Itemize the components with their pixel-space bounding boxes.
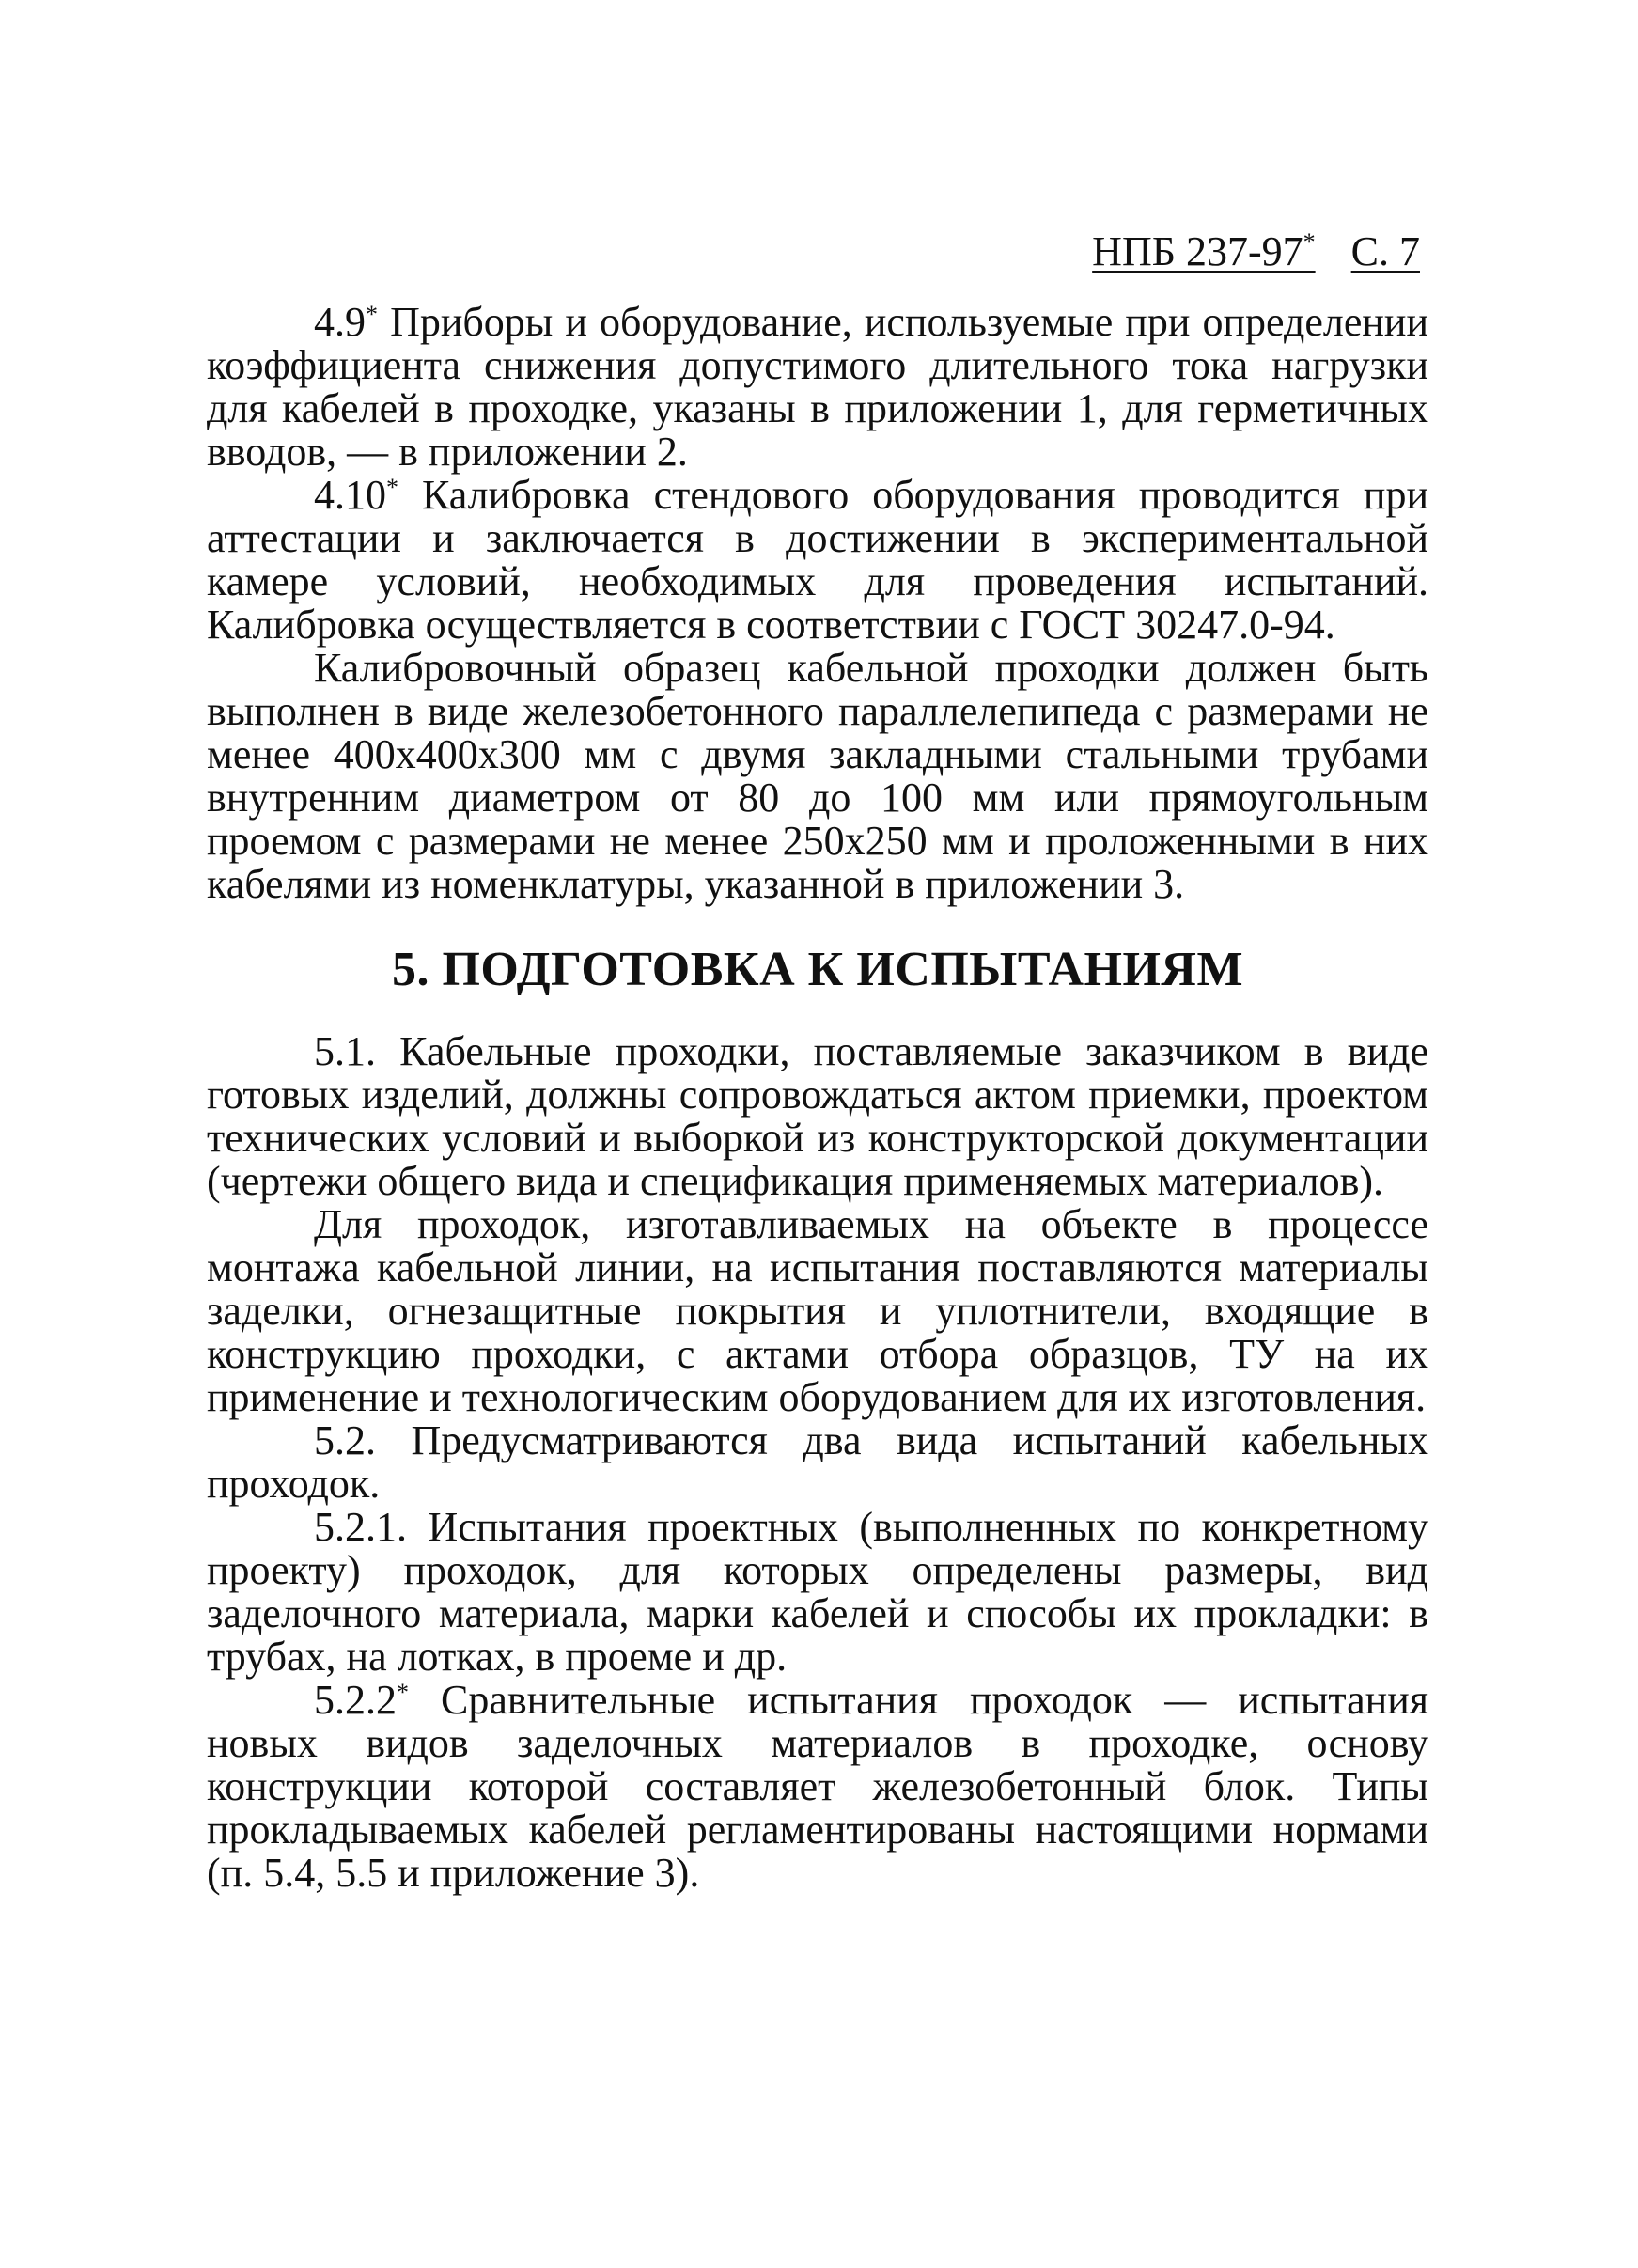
clause-number: 5.2.2 [314,1677,397,1723]
document-code-mark: * [1303,228,1316,256]
paragraph-text: Приборы и оборудование, используемые при определении коэффициента снижения допустимого длительного тока нагрузки для кабелей в проходке, указаны в приложении 1, для герметичных вводов, — в приложении 2. [207,299,1428,475]
clause-number: 4.10 [314,472,386,518]
paragraph-5-2: 5.2. Предусматриваются два вида испытаний кабельных проходок. [207,1417,1428,1507]
page-header [1092,218,1420,276]
document-code: НПБ 237-97 [1092,228,1303,274]
clause-mark: * [386,474,398,501]
section-title: 5. ПОДГОТОВКА К ИСПЫТАНИЯМ [391,943,1244,996]
paragraph-4-9 [207,301,1428,474]
paragraph-text: Калибровка стендового оборудования проводится при аттестации и заключается в достижении в экспериментальной камере условий, необходимых для проведения испытаний. Калибровка осуществляется в соответствии с ГОСТ 30247.0-94. [207,472,1429,648]
page-number: С. 7 [1350,228,1420,274]
clause-number: 4.9 [314,299,366,345]
paragraph-calibration-sample: Калибровочный образец кабельной проходки должен быть выполнен в виде железобетонного параллелепипеда с размерами не менее 400х400х300 мм с двумя закладными стальными трубами внутренним диаметром от 80 до 100 мм или прямоугольным проемом с размерами не менее 250х250 мм и проложенными в них кабелями из номенклатуры, указанной в приложении 3. [207,645,1428,907]
paragraph-text: Сравнительные испытания проходок — испытания новых видов заделочных материалов в проходке, основу конструкции которой составляет железобетонный блок. Типы прокладываемых кабелей регламентированы настоящими нормами (п. 5.4, 5.5 и приложение 3). [207,1677,1429,1896]
clause-mark: * [366,301,378,328]
page-body [207,301,1428,1895]
paragraph-on-site-passages: Для проходок, изготавливаемых на объекте в процессе монтажа кабельной линии, на испытания поставляются материалы заделки, огнезащитные покрытия и уплотнители, входящие в конструкцию проходки, с актами отбора образцов, ТУ на их применение и технологическим оборудованием для их изготовления. [207,1201,1428,1420]
paragraph-4-10 [207,474,1428,647]
clause-mark: * [397,1679,409,1706]
paragraph-5-2-2 [207,1679,1428,1895]
paragraph-5-2-1: 5.2.1. Испытания проектных (выполненных по конкретному проекту) проходок, для которых определены размеры, вид заделочного материала, марки кабелей и способы их прокладки: в трубах, на лотках, в проеме и др. [207,1504,1428,1680]
paragraph-5-1: 5.1. Кабельные проходки, поставляемые заказчиком в виде готовых изделий, должны сопровождаться актом приемки, проектом технических условий и выборкой из конструкторской документации (чертежи общего вида и спецификация применяемых материалов). [207,1028,1428,1204]
